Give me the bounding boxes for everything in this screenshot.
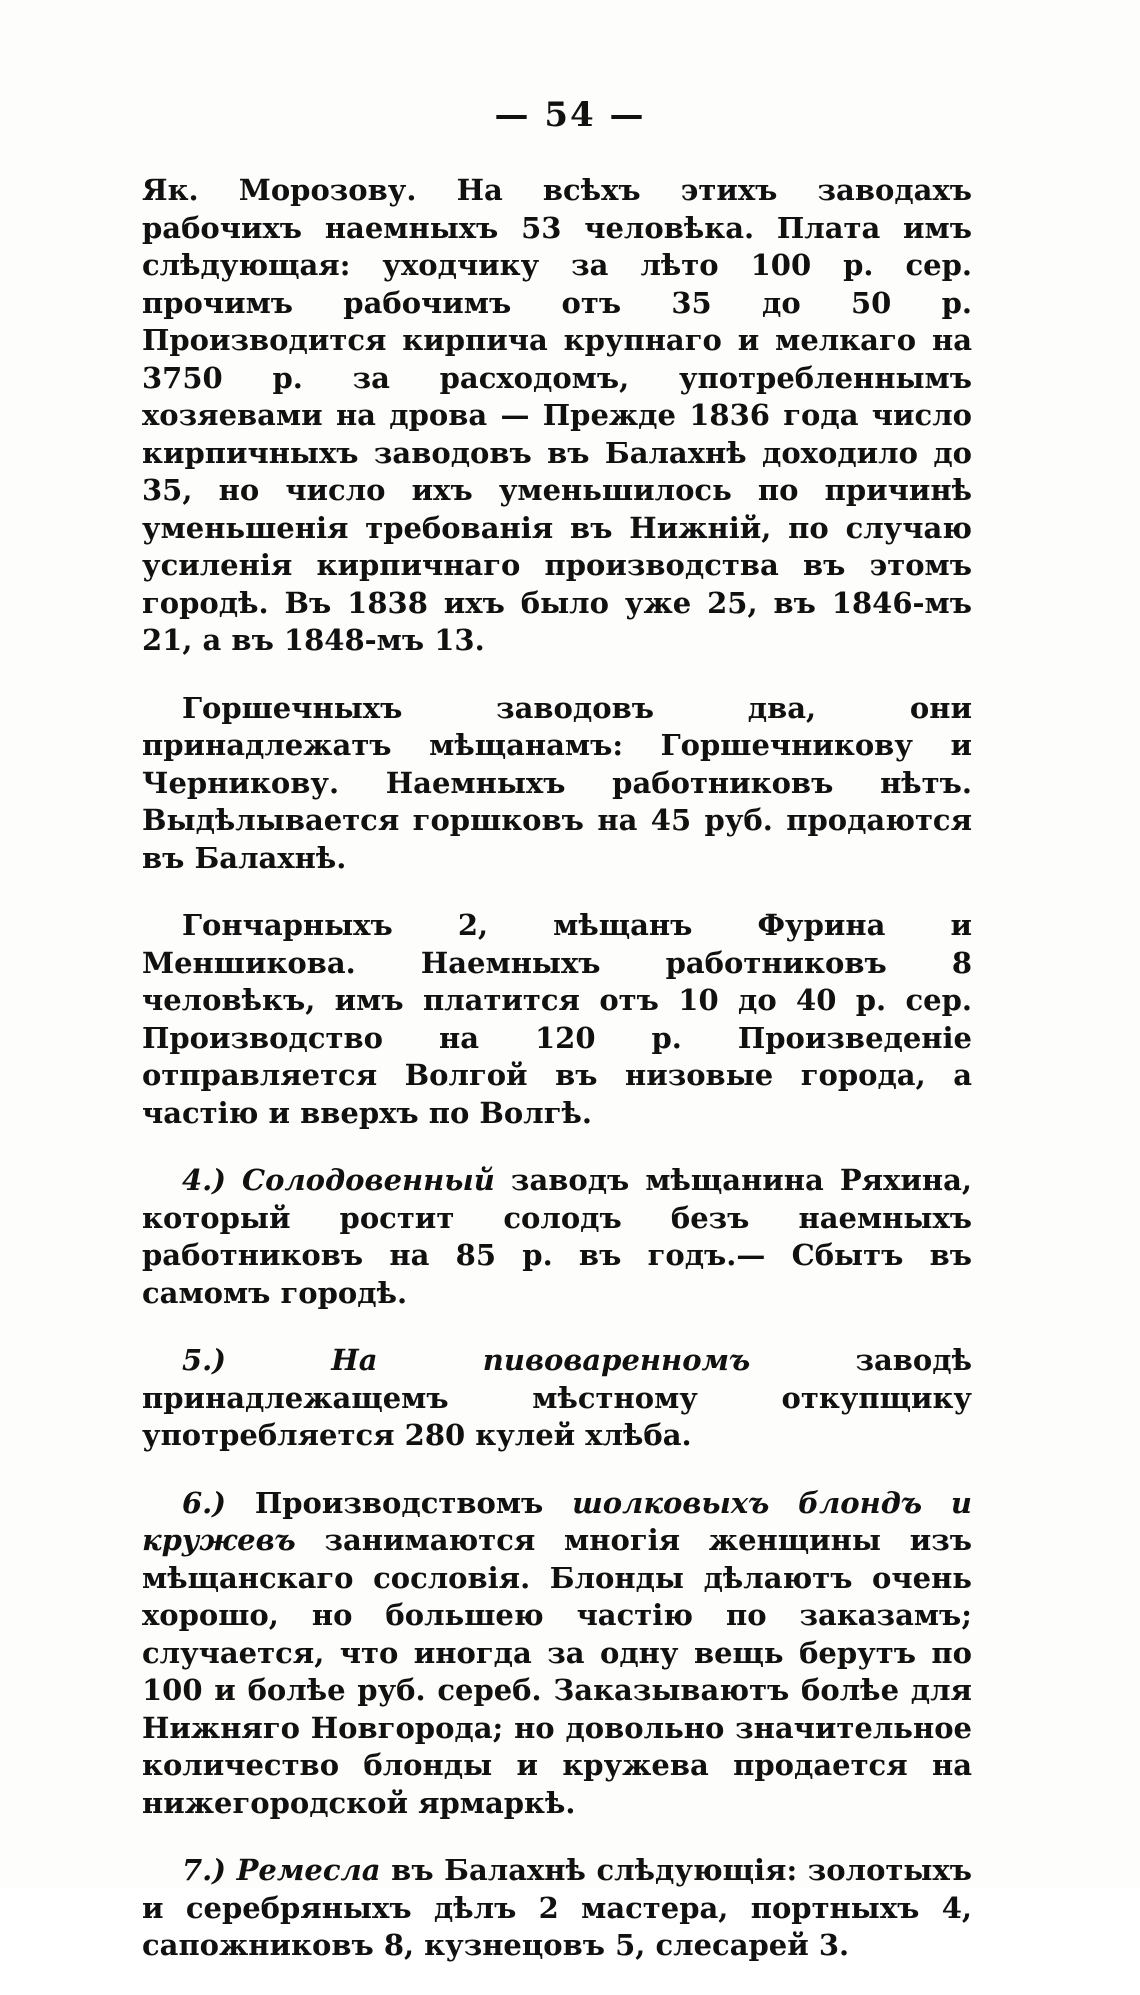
paragraph-text: въ Балахнѣ слѣдующія: золотыхъ и серебряныхъ дѣлъ 2 мастера, портныхъ 4, сапожниковъ 8, кузнецовъ 5, слесарей 3. bbox=[142, 1853, 972, 1962]
paragraph-text: Горшечныхъ заводовъ два, они принадлежатъ мѣщанамъ: Горшечникову и Черникову. Наемныхъ работниковъ нѣтъ. Выдѣлывается горшковъ на 45 руб. продаются въ Балахнѣ. bbox=[142, 690, 972, 875]
paragraph-text: занимаются многія женщины изъ мѣщанскаго сословія. Блонды дѣлаютъ очень хорошо, но большею частію по заказамъ; случается, что иногда за одну вещь берутъ по 100 и болѣе руб. сереб. Заказываютъ болѣе для Нижняго Новгорода; но довольно значительное количество блонды и кружева продается на нижегородской ярмаркѣ. bbox=[142, 1523, 972, 1820]
paragraph-italic-run: 4.) Солодовенный bbox=[182, 1163, 495, 1197]
paragraph-italic-run: 6.) bbox=[182, 1485, 226, 1520]
paragraph-malt-factory bbox=[142, 1162, 972, 1312]
paragraph-pottery-factories bbox=[142, 690, 972, 878]
paragraph-text: Производствомъ bbox=[226, 1485, 573, 1520]
paragraph-lace-production bbox=[142, 1485, 972, 1823]
paragraph-italic-run: шолковыхъ блондъ и кружевъ bbox=[142, 1485, 972, 1557]
text-block bbox=[142, 172, 972, 1995]
paragraph-brick-factories bbox=[142, 172, 972, 660]
paragraph-ceramic-factories bbox=[142, 907, 972, 1132]
paragraph-text: Гончарныхъ 2, мѣщанъ Фурина и Меншикова. Наемныхъ работниковъ 8 человѣкъ, имъ платится отъ 10 до 40 р. сер. Производство на 120 р. Произведенiе отправляется Волгой въ низовые города, а частію и вверхъ по Волгѣ. bbox=[142, 908, 972, 1130]
paragraph-italic-run: 5.) На пивоваренномъ bbox=[182, 1343, 751, 1377]
paragraph-text: заводъ мѣщанина Ряхина, который ростит солодъ безъ наемныхъ работниковъ на 85 р. въ годъ.— Сбытъ въ самомъ городѣ. bbox=[142, 1163, 972, 1310]
paragraph-text: Як. Морозову. На всѣхъ этихъ заводахъ рабочихъ наемныхъ 53 человѣка. Плата имъ слѣдующая: уходчику за лѣто 100 р. сер. прочимъ рабочимъ отъ 35 до 50 р. Производится кирпича крупнаго и мелкаго на 3750 р. за расходомъ, употребленнымъ хозяевами на дрова — Прежде 1836 года число кирпичныхъ заводовъ въ Балахнѣ доходило до 35, но число ихъ уменьшилось по причинѣ уменьшенія требованія въ Нижній, по случаю усиленія кирпичнаго производства въ этомъ городѣ. Въ 1838 ихъ было уже 25, въ 1846-мъ 21, а въ 1848-мъ 13. bbox=[142, 173, 972, 657]
page-number: — 54 — bbox=[494, 95, 646, 135]
paragraph-crafts bbox=[142, 1852, 972, 1965]
paragraph-italic-run: 7.) Ремесла bbox=[182, 1853, 381, 1887]
paragraph-brewery bbox=[142, 1342, 972, 1455]
paragraph-text: заводѣ принадлежащемъ мѣстному откупщику употребляется 280 кулей хлѣба. bbox=[142, 1343, 972, 1452]
